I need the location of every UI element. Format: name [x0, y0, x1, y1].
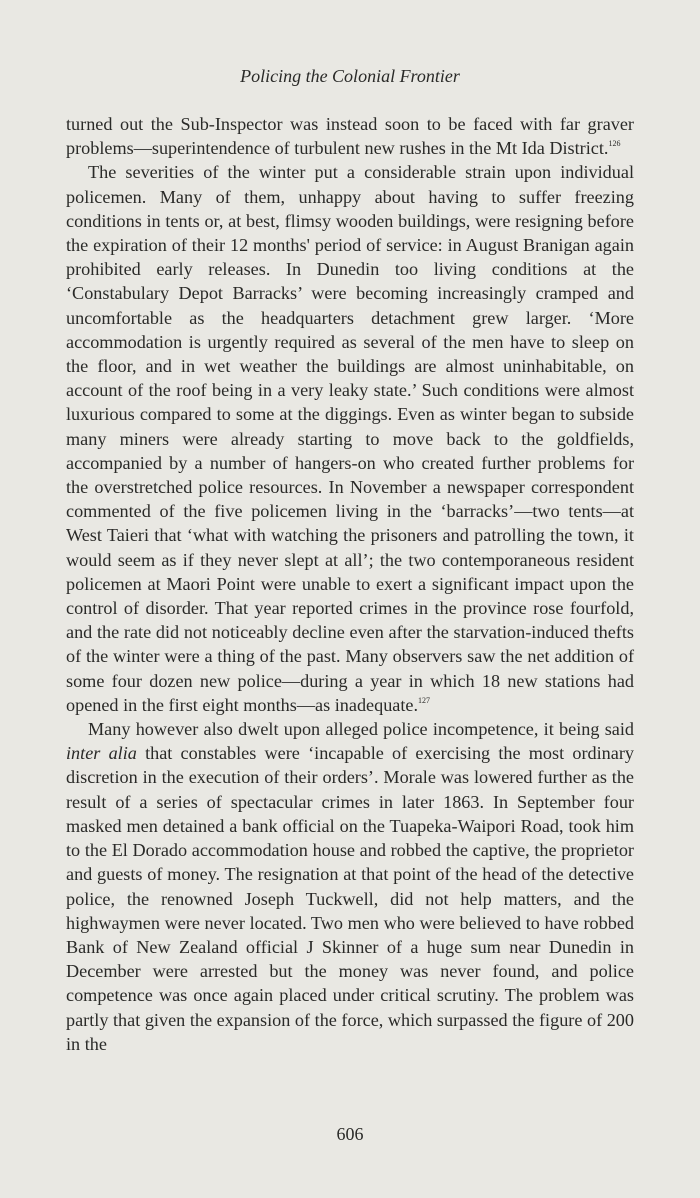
body-text	[66, 112, 634, 1056]
page-number: 606	[336, 1124, 364, 1144]
running-title: Policing the Colonial Frontier	[240, 66, 460, 86]
paragraph-2-text: The severities of the winter put a considerable strain upon individual policemen. Many of them, unhappy about having to suffer freezing conditions in tents or, at best, flimsy wooden buildings, were resigning before the expiration of their 12 months' period of service: in August Branigan again prohibited early releases. In Dunedin too living conditions at the ‘Constabulary Depot Barracks’ were becoming increasingly cramped and uncomfortable as the headquarters detachment grew larger. ‘More accommodation is urgently required as several of the men have to sleep on the floor, and in wet weather the buildings are almost uninhabitable, on account of the roof being in a very leaky state.’ Such conditions were almost luxurious compared to some at the diggings. Even as winter began to subside many miners were already starting to move back to the goldfields, accompanied by a number of hangers-on who created further problems for the overstretched police resources. In November a newspaper correspondent commented of the five policemen living in the ‘barracks’—two tents—at West Taieri that ‘what with watching the prisoners and patrolling the town, it would seem as if they never slept at all’; the two contemporaneous resident policemen at Maori Point were unable to exert a significant impact upon the control of disorder. That year reported crimes in the province rose fourfold, and the rate did not noticeably decline even after the starvation-induced thefts of the winter were a thing of the past. Many observers saw the net addition of some four dozen new police—during a year in which 18 new stations had opened in the first eight months—as inadequate.	[66, 162, 634, 715]
paragraph-3	[66, 717, 634, 1056]
footnote-ref-127[interactable]: 127	[418, 695, 431, 705]
paragraph-3-text-b: that constables were ‘incapable of exercising the most ordinary discretion in the execution of their orders’. Morale was lowered further as the result of a series of spectacular crimes in later 1863. In September four masked men detained a bank official on the Tuapeka-Waipori Road, took him to the El Dorado accommodation house and robbed the captive, the proprietor and guests of money. The resignation at that point of the head of the detective police, the renowned Joseph Tuckwell, did not help matters, and the highwaymen were never located. Two men who were believed to have robbed Bank of New Zealand official J Skinner of a huge sum near Dunedin in December were arrested but the money was never found, and police competence was once again placed under critical scrutiny. The problem was partly that given the expansion of the force, which surpassed the figure of 200 in the	[66, 743, 634, 1054]
paragraph-3-text-a: Many however also dwelt upon alleged police incompetence, it being said	[88, 719, 634, 740]
paragraph-1	[66, 112, 634, 160]
paragraph-3-latin-phrase: inter alia	[66, 743, 137, 764]
paragraph-2	[66, 160, 634, 717]
paragraph-1-text: turned out the Sub-Inspector was instead soon to be faced with far graver problems—superintendence of turbulent new rushes in the Mt Ida District.	[66, 114, 634, 159]
footnote-ref-126[interactable]: 126	[608, 139, 621, 149]
